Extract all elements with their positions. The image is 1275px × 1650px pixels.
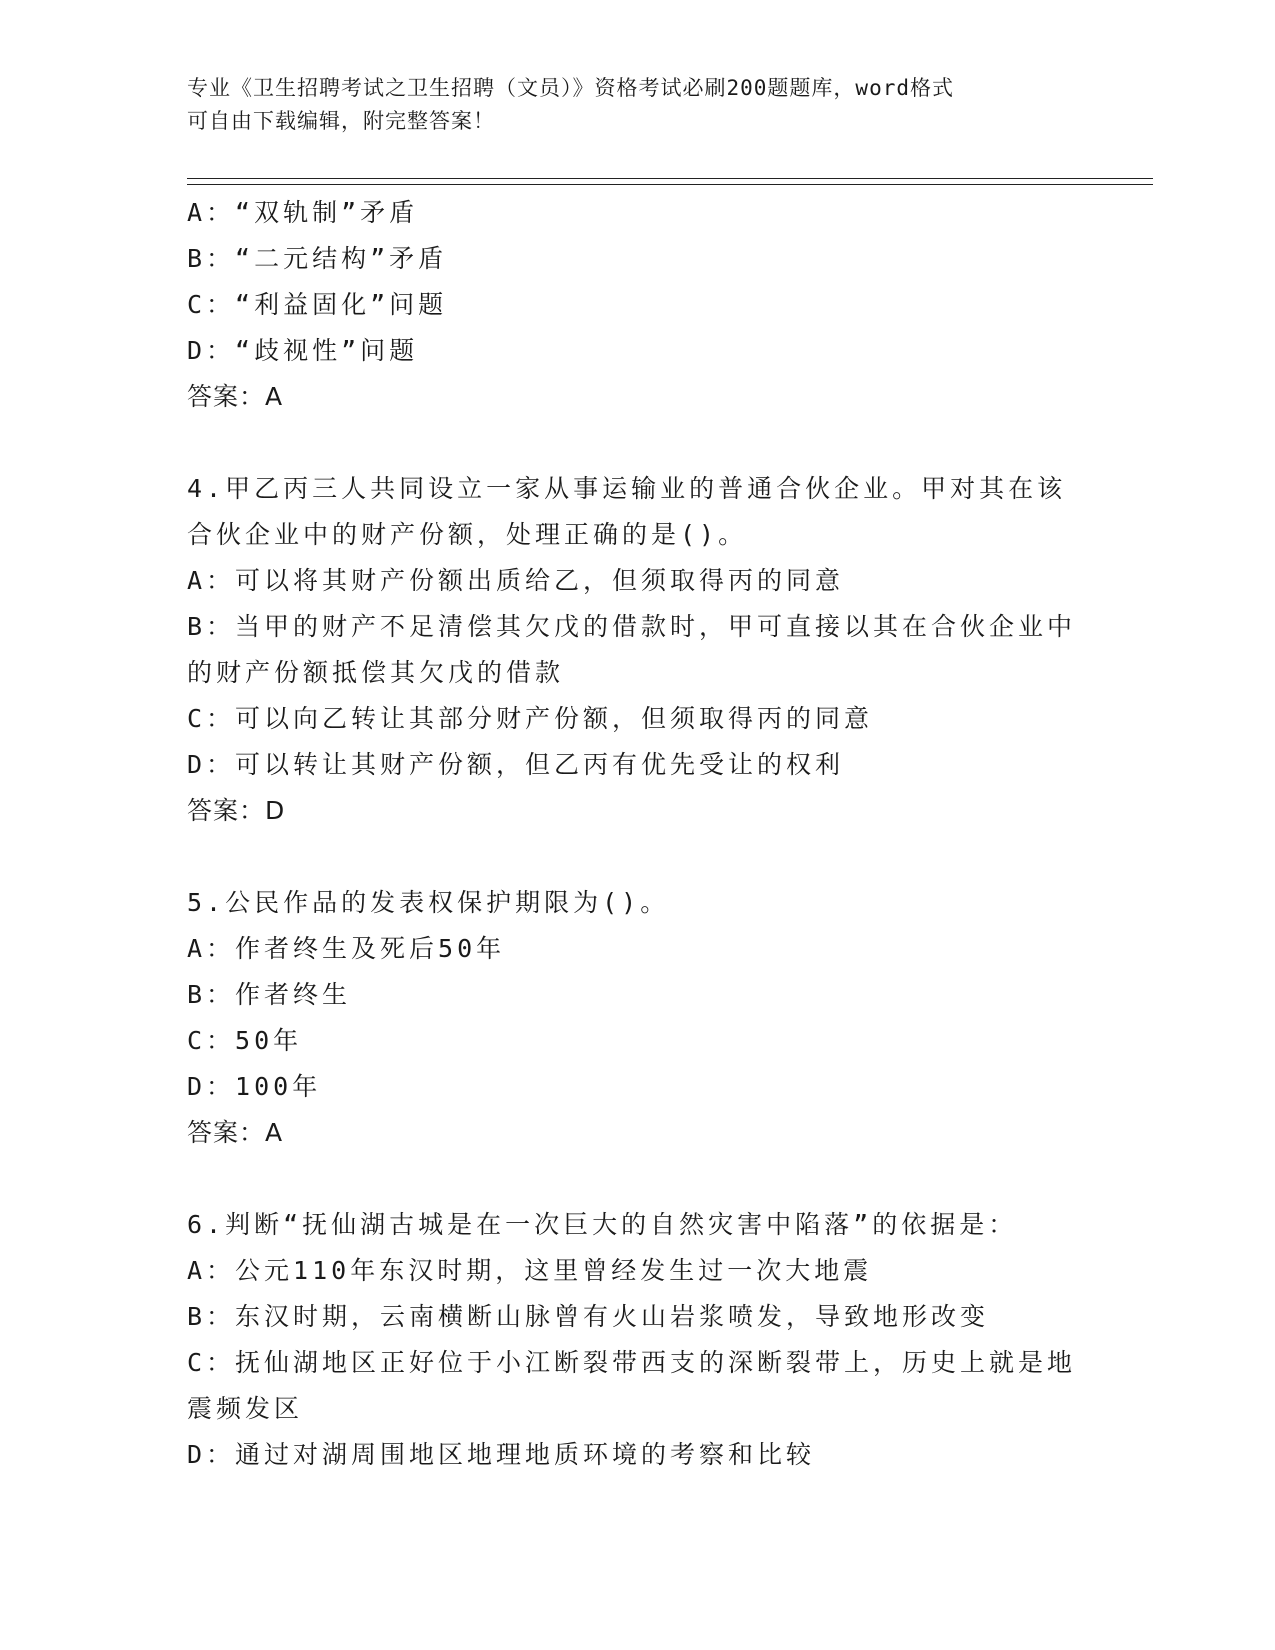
- option-b: B：东汉时期，云南横断山脉曾有火山岩浆喷发，导致地形改变: [187, 1302, 990, 1331]
- header-divider-bottom: [187, 184, 1153, 185]
- header-line-2: 可自由下载编辑，附完整答案！: [187, 109, 495, 133]
- option-d: D：100年: [187, 1072, 322, 1101]
- answer-line: 答案：D: [187, 796, 286, 825]
- option-b: B：作者终生: [187, 980, 352, 1009]
- question-5: [187, 880, 1067, 1156]
- option-a: A：作者终生及死后50年: [187, 934, 506, 963]
- question-stem: 6.判断“抚仙湖古城是在一次巨大的自然灾害中陷落”的依据是：: [187, 1210, 1018, 1239]
- option-d: D：通过对湖周围地区地理地质环境的考察和比较: [187, 1440, 816, 1469]
- document-header: [187, 72, 1067, 138]
- answer-line: 答案：A: [187, 1118, 284, 1147]
- option-b: B：“二元结构”矛盾: [187, 244, 448, 273]
- option-a: A：“双轨制”矛盾: [187, 198, 419, 227]
- question-stem-line-2: 合伙企业中的财产份额，处理正确的是()。: [187, 520, 748, 549]
- option-b-line-2: 的财产份额抵偿其欠戊的借款: [187, 658, 565, 687]
- spacer: [187, 1156, 1067, 1202]
- question-3: [187, 190, 1067, 420]
- option-a: A：可以将其财产份额出质给乙，但须取得丙的同意: [187, 566, 845, 595]
- option-d: D：可以转让其财产份额，但乙丙有优先受让的权利: [187, 750, 845, 779]
- spacer: [187, 420, 1067, 466]
- option-c: C：50年: [187, 1026, 303, 1055]
- header-line-1: 专业《卫生招聘考试之卫生招聘（文员）》资格考试必刷200题题库，word格式: [187, 76, 954, 100]
- option-c: C：“利益固化”问题: [187, 290, 448, 319]
- question-stem-line-1: 4.甲乙丙三人共同设立一家从事运输业的普通合伙企业。甲对其在该: [187, 474, 1067, 503]
- option-c: C：可以向乙转让其部分财产份额，但须取得丙的同意: [187, 704, 874, 733]
- option-c-line-2: 震频发区: [187, 1394, 304, 1423]
- question-4: [187, 466, 1077, 834]
- option-d: D：“歧视性”问题: [187, 336, 419, 365]
- option-a: A：公元110年东汉时期，这里曾经发生过一次大地震: [187, 1256, 873, 1285]
- spacer: [187, 834, 1067, 880]
- question-list: [187, 190, 1077, 1478]
- header-divider-top: [187, 178, 1153, 179]
- question-6: [187, 1202, 1077, 1478]
- option-c-line-1: C：抚仙湖地区正好位于小江断裂带西支的深断裂带上，历史上就是地: [187, 1348, 1077, 1377]
- option-b-line-1: B：当甲的财产不足清偿其欠戊的借款时，甲可直接以其在合伙企业中: [187, 612, 1077, 641]
- question-stem: 5.公民作品的发表权保护期限为()。: [187, 888, 670, 917]
- answer-line: 答案：A: [187, 382, 284, 411]
